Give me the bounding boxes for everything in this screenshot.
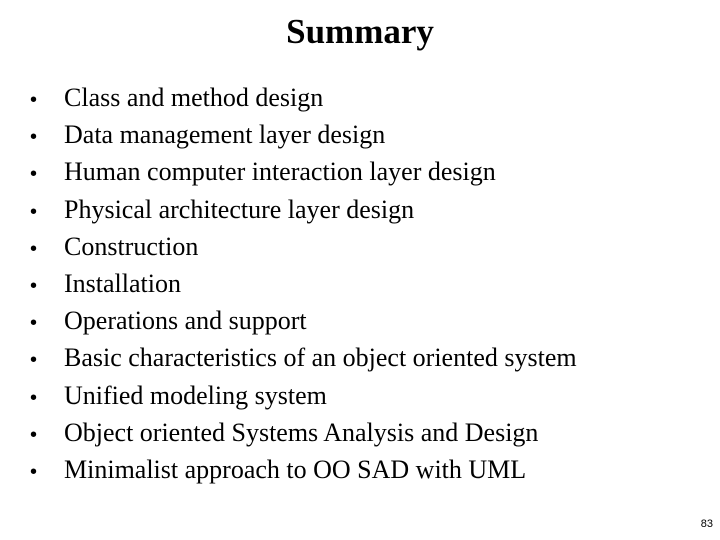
bullet-text: Class and method design [64,83,324,112]
bullet-text: Unified modeling system [64,380,327,410]
bullet-item-object-oriented-characteristics [30,339,577,376]
slide-title: Summary [286,12,434,51]
bullet-item-unified-modeling-system [30,377,577,414]
bullet-item-minimalist-approach [30,451,577,488]
bullet-icon: • [30,274,38,297]
bullet-icon: • [30,386,38,409]
bullet-icon: • [30,126,38,149]
bullet-icon: • [30,312,38,335]
summary-bullet-list [30,79,577,488]
bullet-item-construction [30,228,577,265]
bullet-icon: • [30,163,38,186]
bullet-item-operations-support [30,302,577,339]
bullet-text: Basic characteristics of an object oriented system [64,343,577,373]
bullet-text: Operations and support [64,306,307,336]
bullet-text: Minimalist approach to OO SAD with UML [64,454,527,484]
bullet-icon: • [30,89,38,111]
bullet-icon: • [30,200,38,223]
bullet-item-data-management [30,116,577,153]
bullet-item-installation [30,265,577,302]
bullet-text: Human computer interaction layer design [64,157,496,187]
bullet-item-class-method-design [30,79,577,116]
bullet-text: Installation [64,268,181,298]
bullet-item-physical-architecture [30,191,577,228]
bullet-text: Physical architecture layer design [64,194,415,224]
bullet-text: Object oriented Systems Analysis and Design [64,417,539,447]
bullet-icon: • [30,349,38,372]
bullet-icon: • [30,423,38,446]
bullet-text: Data management layer design [64,120,386,150]
bullet-icon: • [30,460,38,483]
bullet-item-oo-systems-analysis-design [30,414,577,451]
bullet-item-human-computer-interaction [30,153,577,190]
bullet-text: Construction [64,231,199,261]
page-number: 83 [700,518,713,530]
bullet-icon: • [30,237,38,260]
